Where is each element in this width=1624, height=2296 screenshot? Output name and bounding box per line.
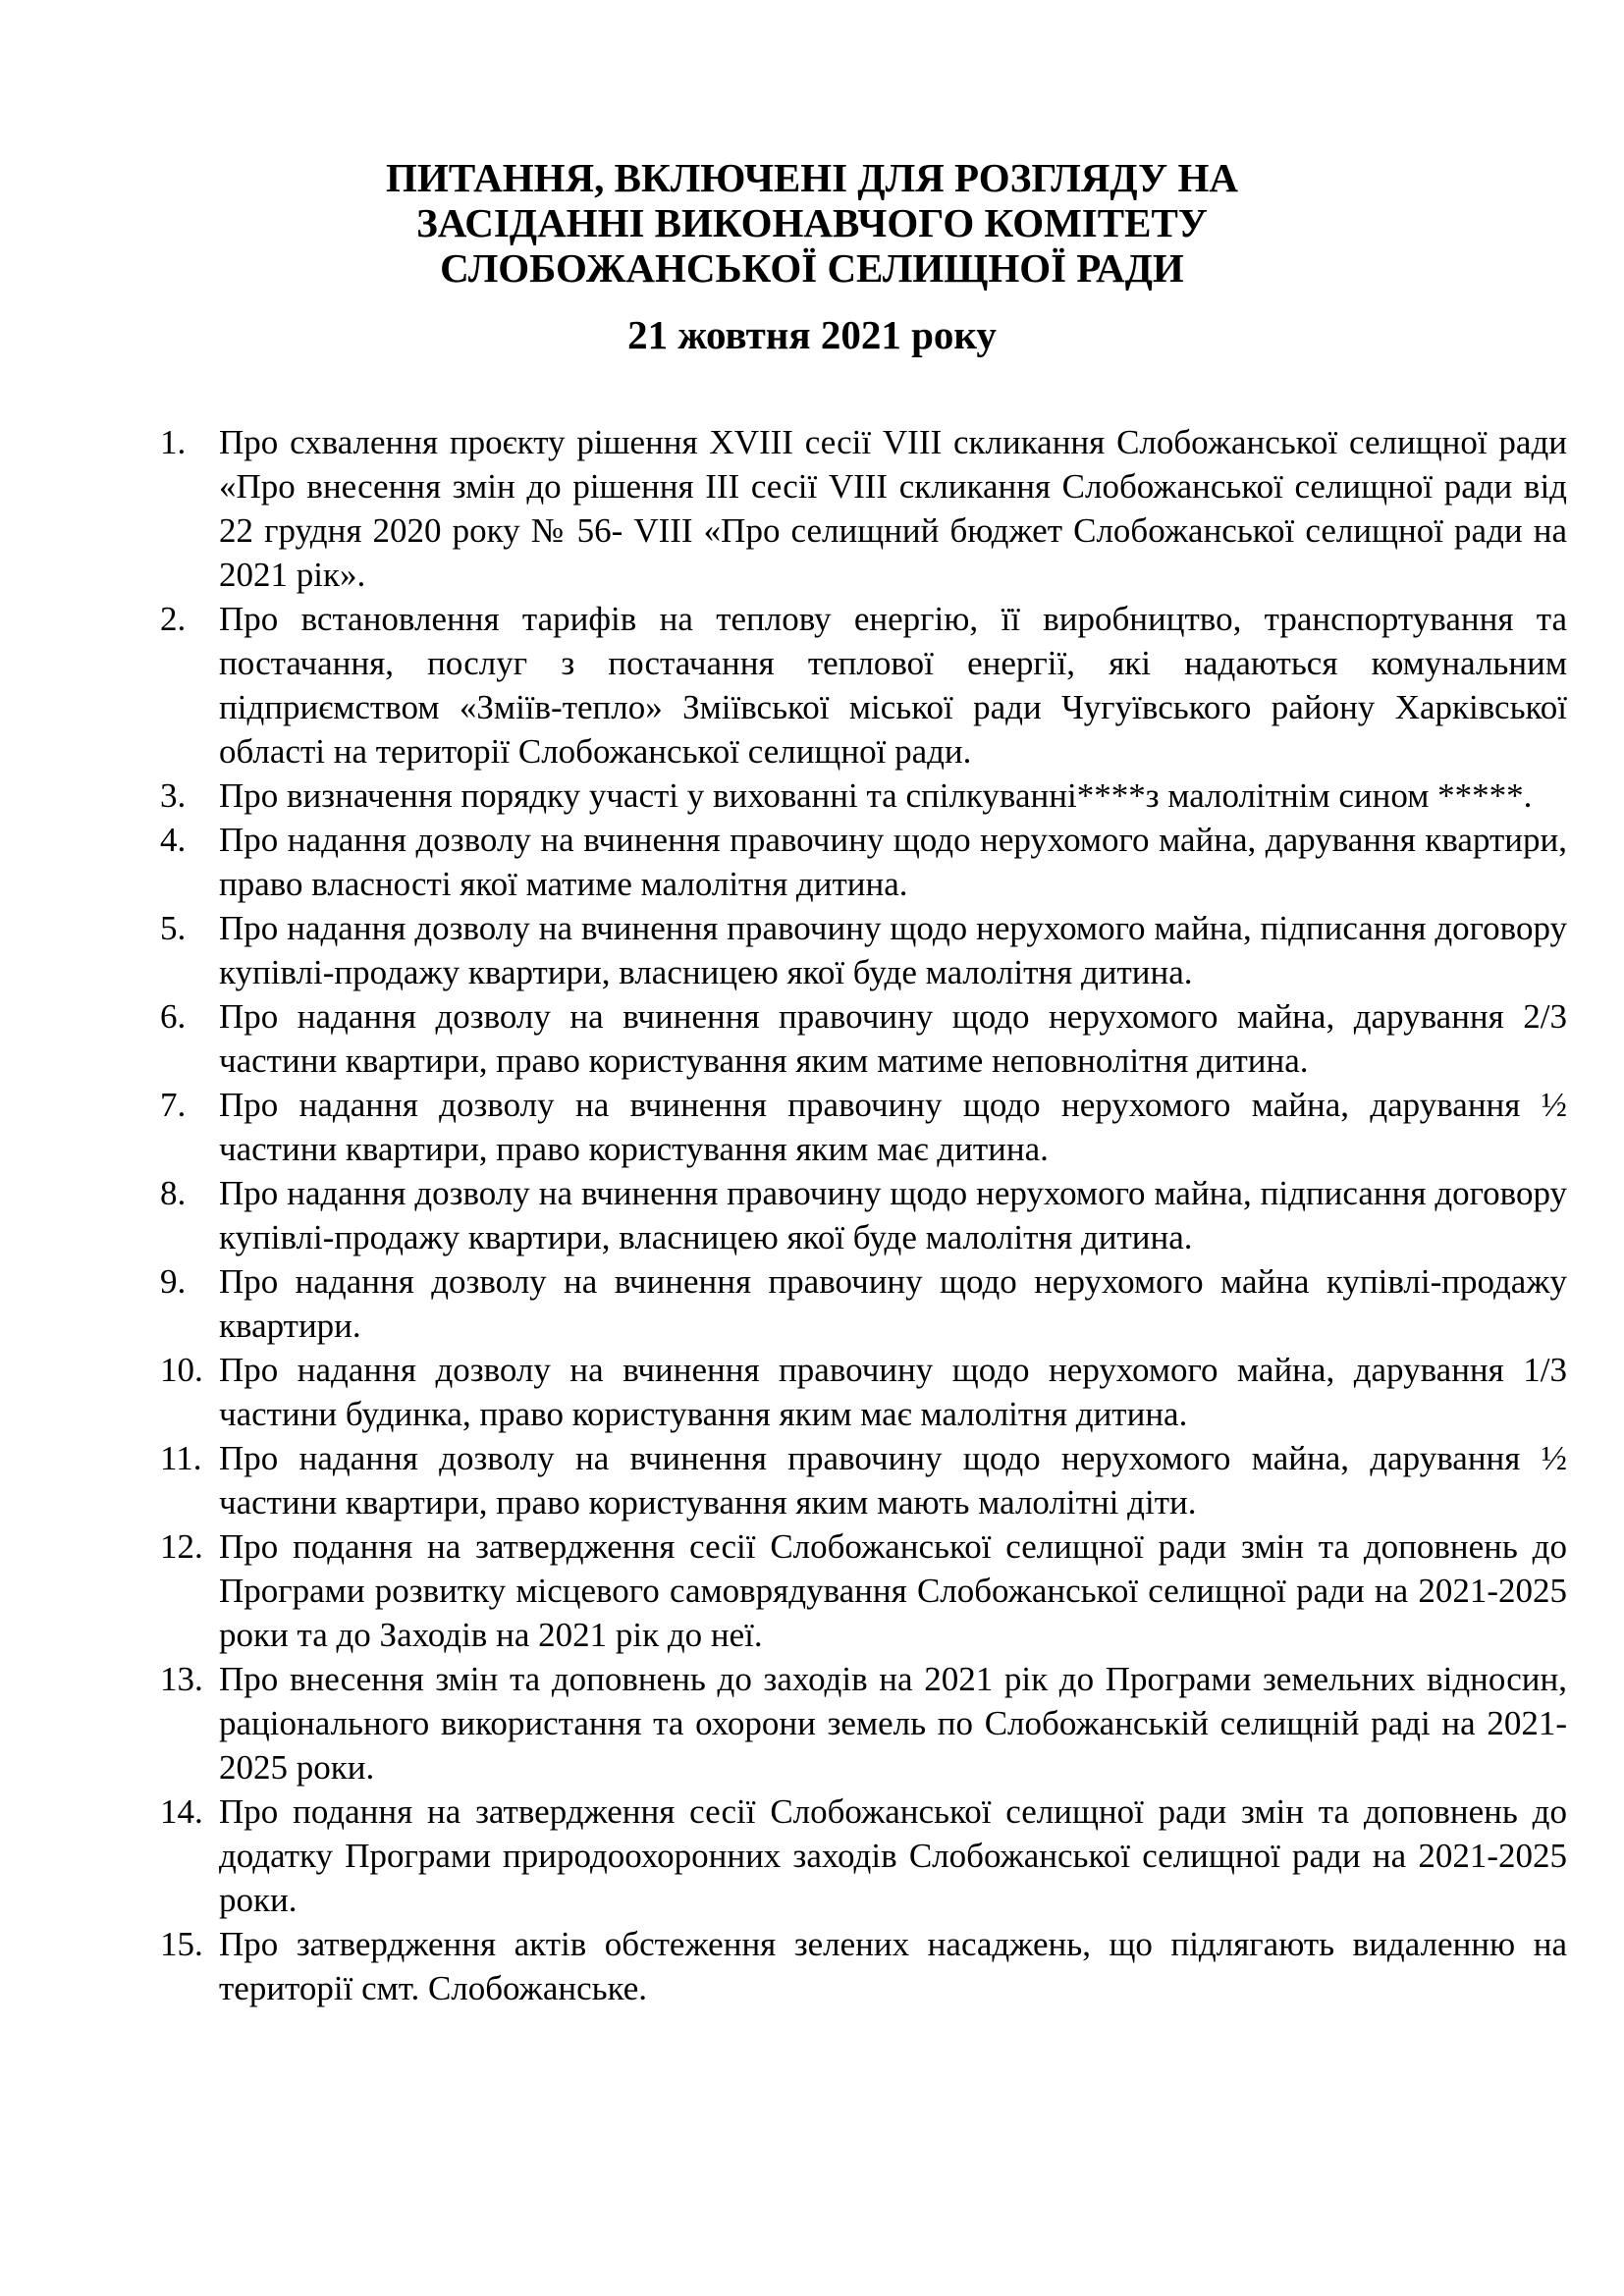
- agenda-item-number: 5.: [160, 909, 187, 947]
- agenda-item-text: Про подання на затвердження сесії Слобожанської селищної ради змін та доповнень до Програми розвитку місцевого самоврядування Слобожанської селищної ради на 2021-2025 роки та до Заходів на 2021 рік до неї.: [219, 1527, 1567, 1654]
- agenda-item: [160, 1922, 1567, 2010]
- agenda-item-text: Про надання дозволу на вчинення правочину щодо нерухомого майна, дарування квартири, право власності якої матиме малолітня дитина.: [219, 821, 1567, 903]
- agenda-item-text: Про схвалення проєкту рішення XVIII сесії VIII скликання Слобожанської селищної ради «Про внесення змін до рішення ІІІ сесії VIII скликання Слобожанської селищної ради від 22 грудня 2020 року № 56- VIII «Про селищний бюджет Слобожанської селищної ради на 2021 рік».: [219, 423, 1567, 594]
- agenda-item: [160, 1171, 1567, 1259]
- agenda-item: [160, 420, 1567, 597]
- agenda-item: [160, 994, 1567, 1083]
- agenda-item-number: 7.: [160, 1086, 187, 1124]
- agenda-item: [160, 1259, 1567, 1348]
- document-header: [0, 155, 1624, 357]
- agenda-item-number: 15.: [160, 1925, 203, 1963]
- agenda-item-text: Про надання дозволу на вчинення правочину щодо нерухомого майна, дарування 1/3 частини будинка, право користування яким має малолітня дитина.: [219, 1351, 1567, 1433]
- agenda-item-number: 9.: [160, 1262, 187, 1301]
- agenda-item: [160, 1657, 1567, 1789]
- agenda-item-text: Про встановлення тарифів на теплову енергію, її виробництво, транспортування та постачання, послуг з постачання теплової енергії, які надаються комунальним підприємством «Зміїв-тепло» Зміївської міської ради Чугуївського району Харківської області на території Слобожанської селищної ради.: [219, 600, 1567, 771]
- agenda-item-number: 4.: [160, 821, 187, 859]
- agenda-item-number: 13.: [160, 1660, 203, 1698]
- agenda-item: [160, 1083, 1567, 1171]
- agenda-item-number: 2.: [160, 600, 187, 638]
- agenda-item-text: Про подання на затвердження сесії Слобожанської селищної ради змін та доповнень до додатку Програми природоохоронних заходів Слобожанської селищної ради на 2021-2025 роки.: [219, 1792, 1567, 1919]
- agenda-item-text: Про визначення порядку участі у вихованні та спілкуванні****з малолітнім сином *****.: [219, 776, 1533, 815]
- agenda-item-number: 3.: [160, 776, 187, 815]
- meeting-date: 21 жовтня 2021 року: [627, 312, 997, 357]
- agenda-item: [160, 1524, 1567, 1657]
- agenda-item-text: Про надання дозволу на вчинення правочину щодо нерухомого майна, підписання договору купівлі-продажу квартири, власницею якої буде малолітня дитина.: [219, 1174, 1567, 1256]
- agenda-item: [160, 597, 1567, 774]
- agenda-item-number: 1.: [160, 423, 187, 461]
- agenda-item-number: 12.: [160, 1527, 203, 1566]
- agenda-list: [160, 420, 1567, 2010]
- agenda-item-text: Про надання дозволу на вчинення правочину щодо нерухомого майна, підписання договору купівлі-продажу квартири, власницею якої буде малолітня дитина.: [219, 909, 1567, 991]
- agenda-item: [160, 1789, 1567, 1922]
- agenda-item-text: Про надання дозволу на вчинення правочину щодо нерухомого майна, дарування ½ частини квартири, право користування яким має дитина.: [219, 1086, 1567, 1168]
- agenda-item-text: Про надання дозволу на вчинення правочину щодо нерухомого майна, дарування ½ частини квартири, право користування яким мають малолітні діти.: [219, 1439, 1567, 1522]
- title-line-3: СЛОБОЖАНСЬКОЇ СЕЛИЩНОЇ РАДИ: [440, 245, 1184, 291]
- agenda-item: [160, 906, 1567, 994]
- agenda-item-number: 11.: [160, 1439, 202, 1477]
- title-line-2: ЗАСІДАННІ ВИКОНАВЧОГО КОМІТЕТУ: [416, 200, 1208, 245]
- agenda-item-number: 6.: [160, 997, 187, 1036]
- agenda-item-text: Про внесення змін та доповнень до заходів на 2021 рік до Програми земельних відносин, раціонального використання та охорони земель по Слобожанській селищній раді на 2021-2025 роки.: [219, 1660, 1567, 1787]
- agenda-item-number: 8.: [160, 1174, 187, 1212]
- agenda-item: [160, 1436, 1567, 1524]
- agenda-item: [160, 774, 1567, 818]
- agenda-item-number: 10.: [160, 1351, 203, 1389]
- title-line-1: ПИТАННЯ, ВКЛЮЧЕНІ ДЛЯ РОЗГЛЯДУ НА: [386, 155, 1238, 200]
- agenda-item-text: Про надання дозволу на вчинення правочину щодо нерухомого майна купівлі-продажу квартири.: [219, 1262, 1567, 1345]
- agenda-item: [160, 818, 1567, 906]
- agenda-item-number: 14.: [160, 1792, 203, 1831]
- agenda-item-text: Про затвердження актів обстеження зелених насаджень, що підлягають видаленню на території смт. Слобожанське.: [219, 1925, 1567, 2007]
- agenda-item: [160, 1348, 1567, 1436]
- agenda-item-text: Про надання дозволу на вчинення правочину щодо нерухомого майна, дарування 2/3 частини квартири, право користування яким матиме неповнолітня дитина.: [219, 997, 1567, 1080]
